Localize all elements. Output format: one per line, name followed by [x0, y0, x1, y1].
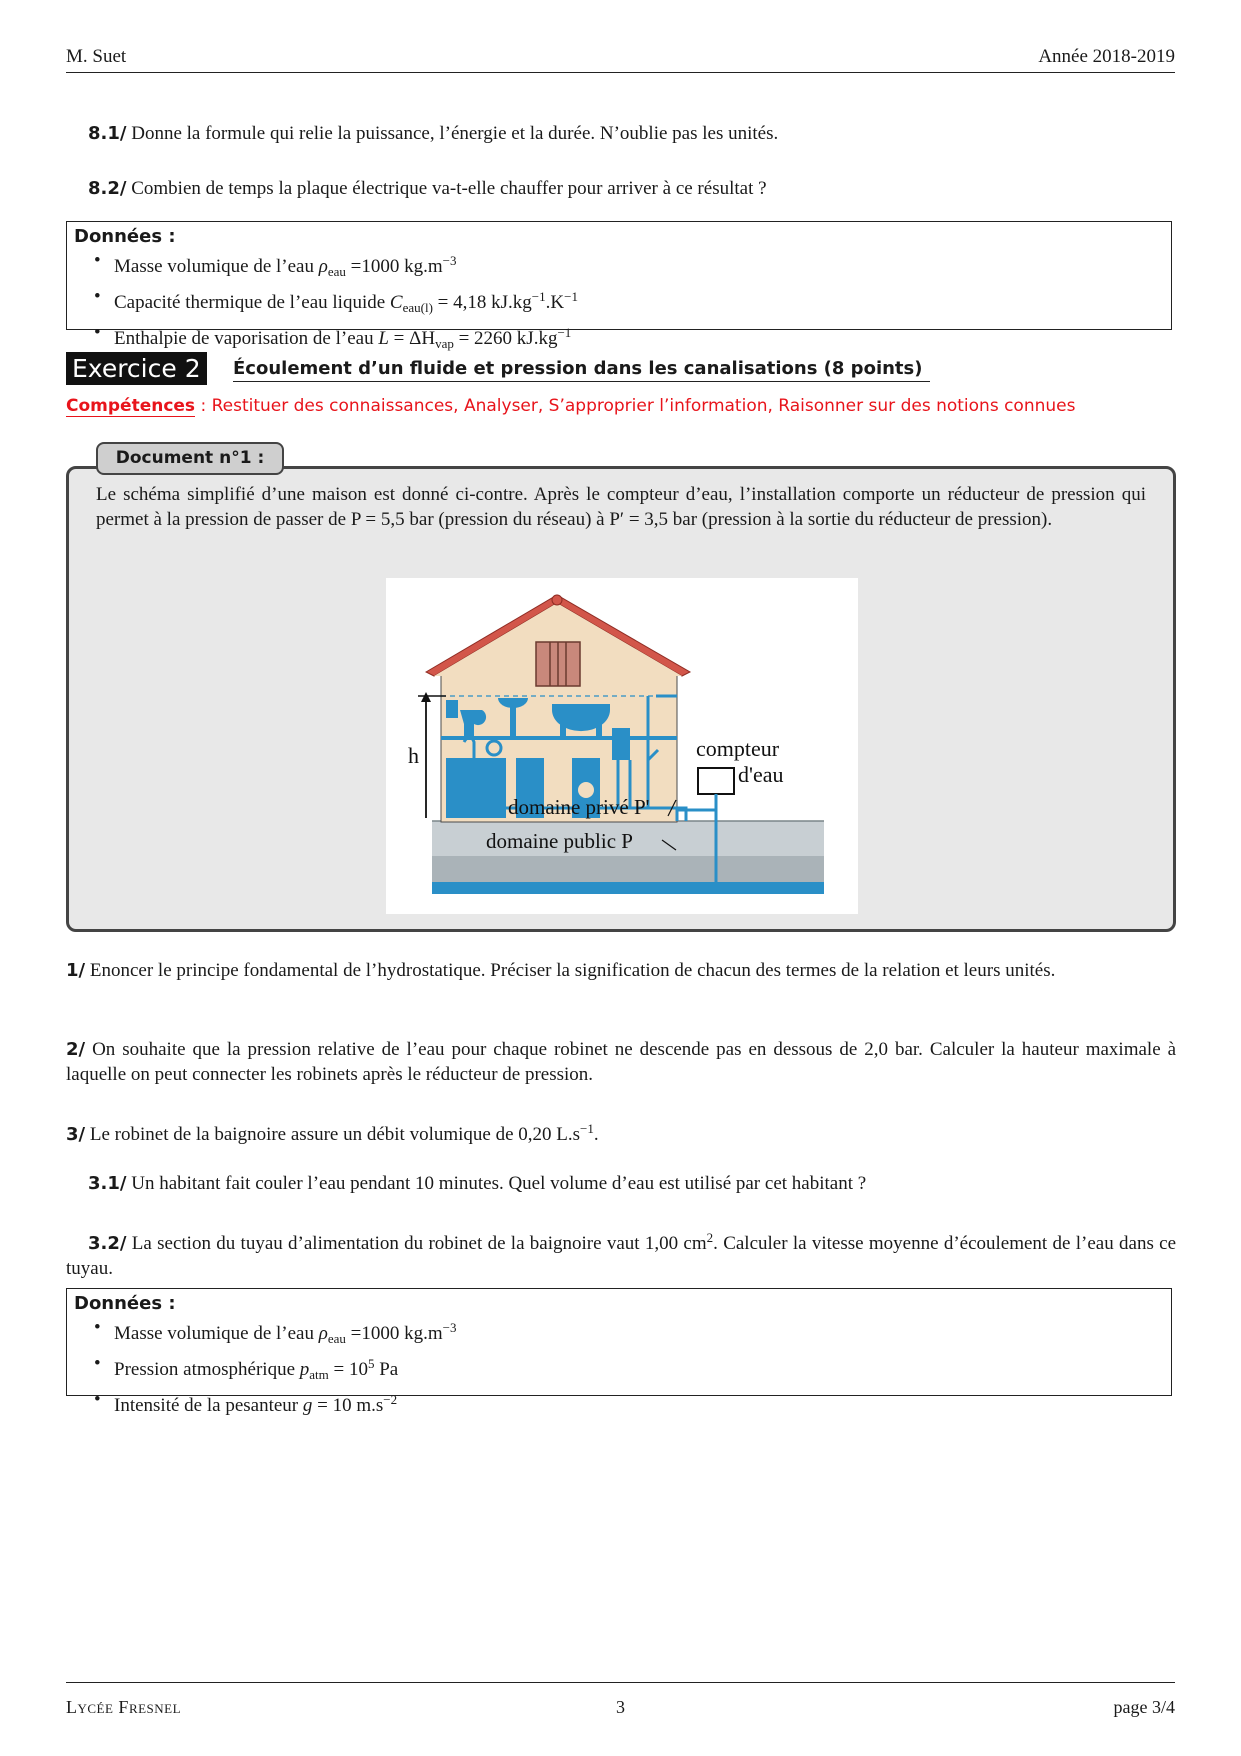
competences-label: Compétences: [66, 396, 196, 416]
house-diagram: [386, 578, 858, 914]
question-3-2: 3.2/ La section du tuyau d’alimentation du robinet de la baignoire vaut 1,00 $cm^2$. Calculer la vitesse moyenne d’écoulement de l’eau dans ce tuyau.: [66, 1230, 1177, 1279]
footer-school: Lycée Fresnel: [66, 1697, 182, 1717]
question-3: 3/ Le robinet de la baignoire assure un débit volumique de 0,20 $L.s^{-1}$.: [66, 1121, 599, 1145]
page-footer: [66, 1682, 1175, 1723]
question-number: 8.2/: [88, 178, 127, 199]
data-item-enthalpy: • Enthalpie de vaporisation de l’eau $L = \Delta H_{vap} = 2260$ $kJ.kg^{-1}$: [114, 320, 1164, 356]
data-box-title: Données :: [74, 226, 176, 247]
header-year: Année 2018-2019: [1038, 46, 1175, 67]
meter-label-2: d'eau: [738, 762, 784, 787]
kitchen-cabinet: [446, 758, 506, 818]
height-label: h: [408, 743, 419, 768]
exercise-title: Écoulement d’un fluide et pression dans les canalisations (8 points): [233, 358, 930, 382]
data-box-2: [66, 1288, 1172, 1416]
data-item-gravity: • Intensité de la pesanteur g = 10 $m.s^{-2}$: [114, 1387, 1164, 1418]
public-main-pipe: [432, 882, 824, 894]
question-8-2: [88, 176, 1176, 201]
footer-page-of: page 3/4: [1113, 1697, 1175, 1717]
private-domain-label: domaine privé P': [508, 795, 650, 819]
house-diagram-svg: [386, 578, 858, 914]
data-item-atm-pressure: • Pression atmosphérique $p_{atm} = 10^5$ Pa: [114, 1351, 1164, 1387]
exercise-tag: Exercice 2: [66, 352, 207, 385]
question-number: 2/: [66, 1039, 86, 1060]
page-header: [66, 44, 1175, 73]
question-number: 1/: [66, 960, 86, 981]
data-item-density: • Masse volumique de l’eau $\rho_{eau} =1000$ $kg.m^{-3}$: [114, 1315, 1164, 1351]
question-8-1: [88, 121, 1176, 146]
question-2: [66, 1037, 1176, 1087]
header-author: M. Suet: [66, 46, 127, 67]
question-text: On souhaite que la pression relative de l’eau pour chaque robinet ne descende pas en dessous de 2,0 bar. Calculer la hauteur maximale à laquelle on peut connecter les robinets après le réducteur de pression.: [66, 1039, 1177, 1085]
question-number: 3.1/: [88, 1173, 127, 1194]
water-meter-box: [698, 768, 734, 794]
document-tab: Document n°1 :: [96, 442, 284, 475]
meter-label-1: compteur: [696, 736, 780, 761]
question-number: 8.1/: [88, 123, 127, 144]
data-box-1: [66, 221, 1172, 351]
footer-page-number: 3: [616, 1697, 625, 1717]
competences-line: [66, 396, 1075, 416]
question-text: Enoncer le principe fondamental de l’hydrostatique. Préciser la signification de chacun des termes de la relation et leurs unités.: [89, 960, 1056, 981]
toilet-icon: [460, 710, 486, 725]
question-text: Un habitant fait couler l’eau pendant 10 minutes. Quel volume d’eau est utilisé par cet habitant ?: [131, 1173, 867, 1194]
public-domain-label: domaine public P: [486, 829, 633, 853]
competences-text: : Restituer des connaissances, Analyser, S’approprier l’information, Raisonner sur des notions connues: [195, 396, 1076, 416]
water-heater: [612, 728, 630, 760]
question-number: 3/: [66, 1124, 86, 1145]
question-text: Combien de temps la plaque électrique va-t-elle chauffer pour arriver à ce résultat ?: [131, 178, 767, 199]
data-item-density: • Masse volumique de l’eau $\rho_{eau} =1000$ $kg.m^{-3}$: [114, 248, 1164, 284]
data-item-heat-capacity: • Capacité thermique de l’eau liquide $C_{eau(l)} = 4,18$ $kJ.kg^{-1}.K^{-1}$: [114, 284, 1164, 320]
question-1: [66, 958, 1176, 983]
data-box-title: Données :: [74, 1293, 176, 1314]
question-number: 3.2/: [88, 1233, 127, 1254]
question-text: Donne la formule qui relie la puissance, l’énergie et la durée. N’oublie pas les unités.: [131, 123, 779, 144]
document-text: Le schéma simplifié d’une maison est donné ci-contre. Après le compteur d’eau, l’installation comporte un réducteur de pression qui permet à la pression de passer de P = 5,5 bar (pression du réseau) à P′ = 3,5 bar (pression à la sortie du réducteur de pression).: [96, 484, 1146, 530]
question-3-1: [88, 1171, 1176, 1196]
